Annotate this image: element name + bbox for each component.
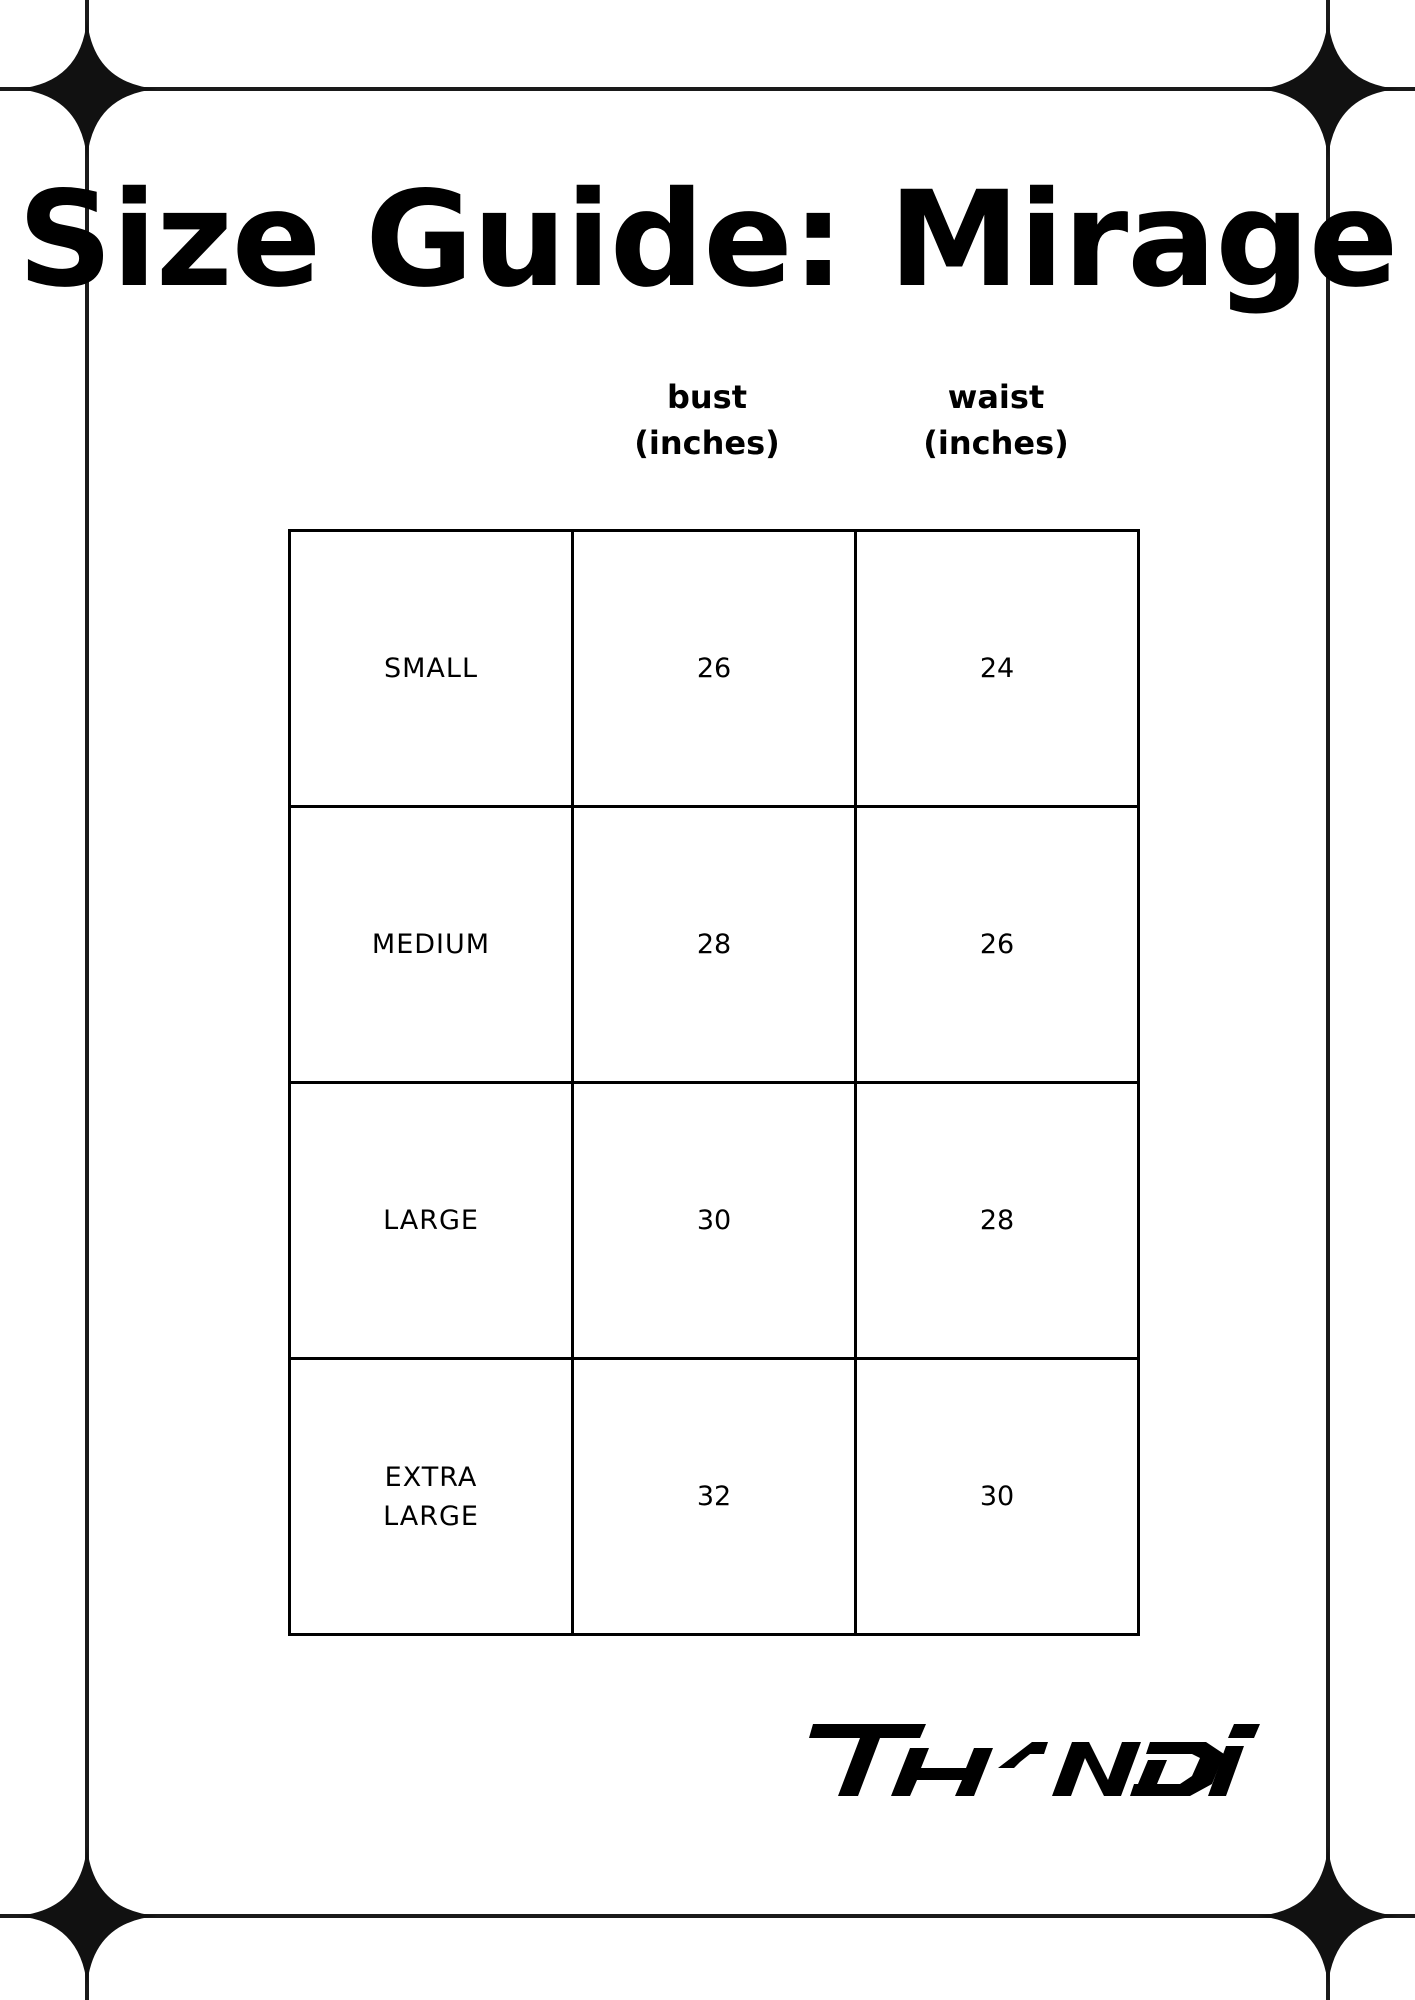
bust-cell: 32 <box>573 1359 856 1635</box>
size-label: LARGE <box>383 1205 479 1236</box>
table-row <box>290 807 1139 1083</box>
bust-cell: 30 <box>573 1083 856 1359</box>
column-header-bust <box>577 374 837 466</box>
table-row <box>290 531 1139 807</box>
waist-cell: 28 <box>856 1083 1139 1359</box>
column-header-bust-name: bust <box>666 378 748 416</box>
waist-cell: 24 <box>856 531 1139 807</box>
column-header-waist-name: waist <box>947 378 1045 416</box>
size-cell <box>290 807 573 1083</box>
size-table <box>288 529 1140 1636</box>
waist-cell: 26 <box>856 807 1139 1083</box>
size-label-line-1: EXTRA <box>384 1461 478 1493</box>
corner-star-icon <box>17 19 157 159</box>
column-header-waist-unit: (inches) <box>923 424 1069 462</box>
size-label: MEDIUM <box>371 929 491 960</box>
corner-star-icon <box>17 1846 157 1986</box>
size-cell <box>290 1083 573 1359</box>
page-title: Size Guide: Mirage <box>17 163 1398 317</box>
bust-cell: 26 <box>573 531 856 807</box>
column-header-waist <box>866 374 1126 466</box>
corner-star-icon <box>1258 19 1398 159</box>
thandi-logo-icon <box>808 1720 1268 1800</box>
corner-star-icon <box>1258 1846 1398 1986</box>
size-cell <box>290 531 573 807</box>
column-header-bust-unit: (inches) <box>634 424 780 462</box>
size-label-line-2: LARGE <box>383 1500 479 1532</box>
table-row <box>290 1359 1139 1635</box>
size-cell <box>290 1359 573 1635</box>
bust-cell: 28 <box>573 807 856 1083</box>
size-label: SMALL <box>384 653 478 684</box>
table-row <box>290 1083 1139 1359</box>
waist-cell: 30 <box>856 1359 1139 1635</box>
